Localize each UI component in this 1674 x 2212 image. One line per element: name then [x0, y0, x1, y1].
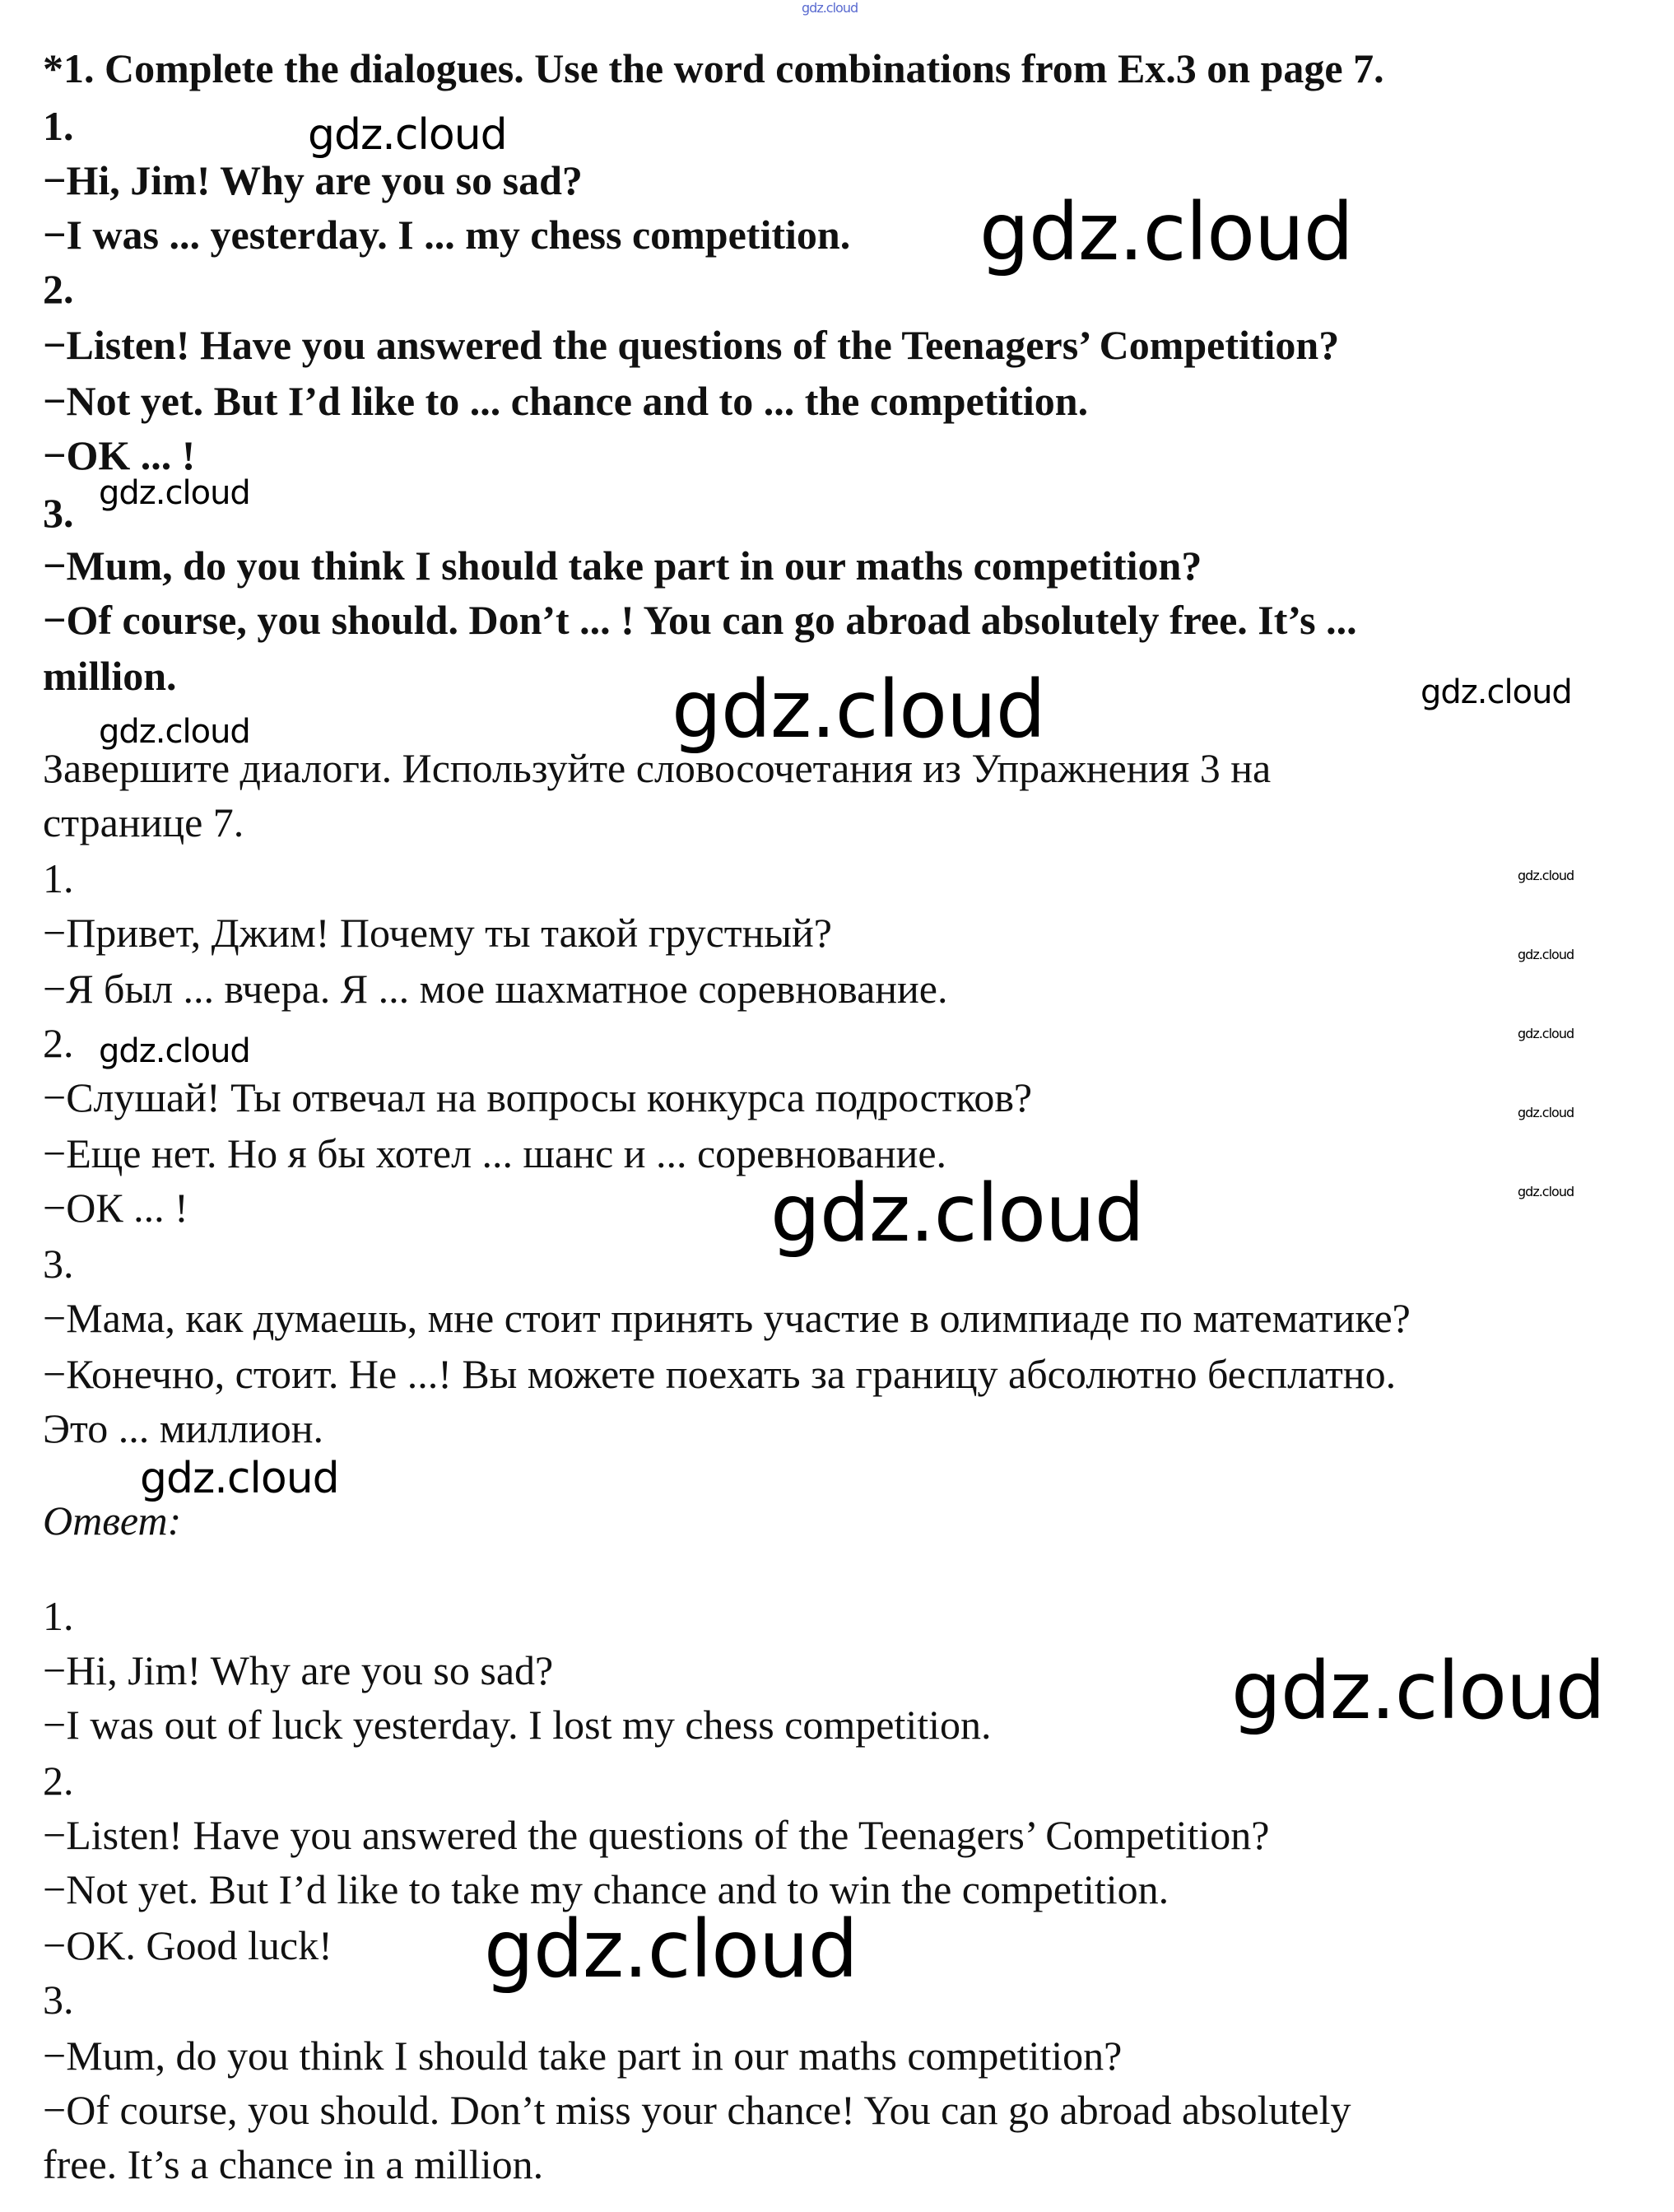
watermark: gdz.cloud — [99, 713, 250, 751]
translation-dialogue-1-line-2: −Я был ... вчера. Я ... мое шахматное соревнование. — [43, 966, 948, 1012]
translation-dialogue-2-number: 2. — [43, 1020, 74, 1066]
answer-dialogue-2-line-3: −OK. Good luck! — [43, 1922, 332, 1968]
task-dialogue-1-number: 1. — [43, 103, 74, 149]
translation-dialogue-3-line-3: Это ... миллион. — [43, 1405, 324, 1451]
answer-dialogue-3-number: 3. — [43, 1977, 74, 2023]
task-dialogue-1-line-2: −I was ... yesterday. I ... my chess competition. — [43, 212, 851, 258]
translation-dialogue-2-line-1: −Слушай! Ты отвечал на вопросы конкурса подростков? — [43, 1074, 1033, 1120]
translation-dialogue-3-number: 3. — [43, 1241, 74, 1287]
task-dialogue-2-line-1: −Listen! Have you answered the questions of the Teenagers’ Competition? — [43, 322, 1340, 368]
answer-dialogue-1-line-1: −Hi, Jim! Why are you so sad? — [43, 1647, 554, 1693]
watermark: gdz.cloud — [1518, 868, 1574, 883]
watermark: gdz.cloud — [308, 110, 507, 160]
task-dialogue-2-number: 2. — [43, 266, 74, 312]
translation-dialogue-2-line-2: −Еще нет. Но я бы хотел ... шанс и ... соревнование. — [43, 1130, 947, 1176]
answer-label: Ответ: — [43, 1497, 182, 1544]
watermark: gdz.cloud — [1518, 947, 1574, 962]
task-dialogue-3-line-3: million. — [43, 653, 177, 699]
task-title: *1. Complete the dialogues. Use the word combinations from Ex.3 on page 7. — [43, 45, 1384, 91]
watermark: gdz.cloud — [979, 186, 1353, 278]
answer-dialogue-3-line-2: −Of course, you should. Don’t miss your chance! You can go abroad absolutely — [43, 2087, 1351, 2133]
watermark: gdz.cloud — [140, 1454, 339, 1503]
watermark: gdz.cloud — [1518, 1184, 1574, 1199]
answer-dialogue-3-line-1: −Mum, do you think I should take part in our maths competition? — [43, 2033, 1123, 2079]
translation-dialogue-2-line-3: −ОК ... ! — [43, 1185, 188, 1231]
answer-dialogue-2-line-2: −Not yet. But I’d like to take my chance and to win the competition. — [43, 1866, 1169, 1912]
answer-dialogue-3-line-3: free. It’s a chance in a million. — [43, 2141, 544, 2187]
answer-dialogue-2-number: 2. — [43, 1758, 74, 1804]
watermark: gdz.cloud — [672, 664, 1045, 756]
task-dialogue-3-number: 3. — [43, 490, 74, 536]
translation-intro-line-1: Завершите диалоги. Используйте словосочетания из Упражнения 3 на — [43, 745, 1272, 791]
translation-dialogue-3-line-2: −Конечно, стоит. Не ...! Вы можете поехать за границу абсолютно бесплатно. — [43, 1351, 1397, 1397]
task-dialogue-2-line-2: −Not yet. But I’d like to ... chance and to ... the competition. — [43, 378, 1089, 424]
watermark: gdz.cloud — [484, 1903, 858, 1995]
task-dialogue-3-line-1: −Mum, do you think I should take part in our maths competition? — [43, 543, 1202, 589]
watermark: gdz.cloud — [1518, 1026, 1574, 1041]
translation-dialogue-3-line-1: −Мама, как думаешь, мне стоит принять участие в олимпиаде по математике? — [43, 1295, 1411, 1341]
watermark: gdz.cloud — [1518, 1105, 1574, 1120]
task-dialogue-3-line-2: −Of course, you should. Don’t ... ! You can go abroad absolutely free. It’s ... — [43, 597, 1357, 643]
watermark: gdz.cloud — [99, 474, 250, 512]
translation-dialogue-1-number: 1. — [43, 855, 74, 901]
answer-dialogue-2-line-1: −Listen! Have you answered the questions of the Teenagers’ Competition? — [43, 1812, 1270, 1858]
translation-dialogue-1-line-1: −Привет, Джим! Почему ты такой грустный? — [43, 910, 832, 956]
task-dialogue-1-line-1: −Hi, Jim! Why are you so sad? — [43, 157, 583, 203]
translation-intro-line-2: странице 7. — [43, 799, 244, 845]
watermark: gdz.cloud — [1421, 673, 1572, 711]
watermark: gdz.cloud — [770, 1167, 1144, 1260]
task-dialogue-2-line-3: −OK ... ! — [43, 432, 196, 478]
answer-dialogue-1-line-2: −I was out of luck yesterday. I lost my chess competition. — [43, 1702, 992, 1748]
answer-dialogue-1-number: 1. — [43, 1593, 74, 1639]
watermark: gdz.cloud — [1231, 1645, 1605, 1737]
watermark-top: gdz.cloud — [802, 0, 858, 16]
watermark: gdz.cloud — [99, 1032, 250, 1070]
